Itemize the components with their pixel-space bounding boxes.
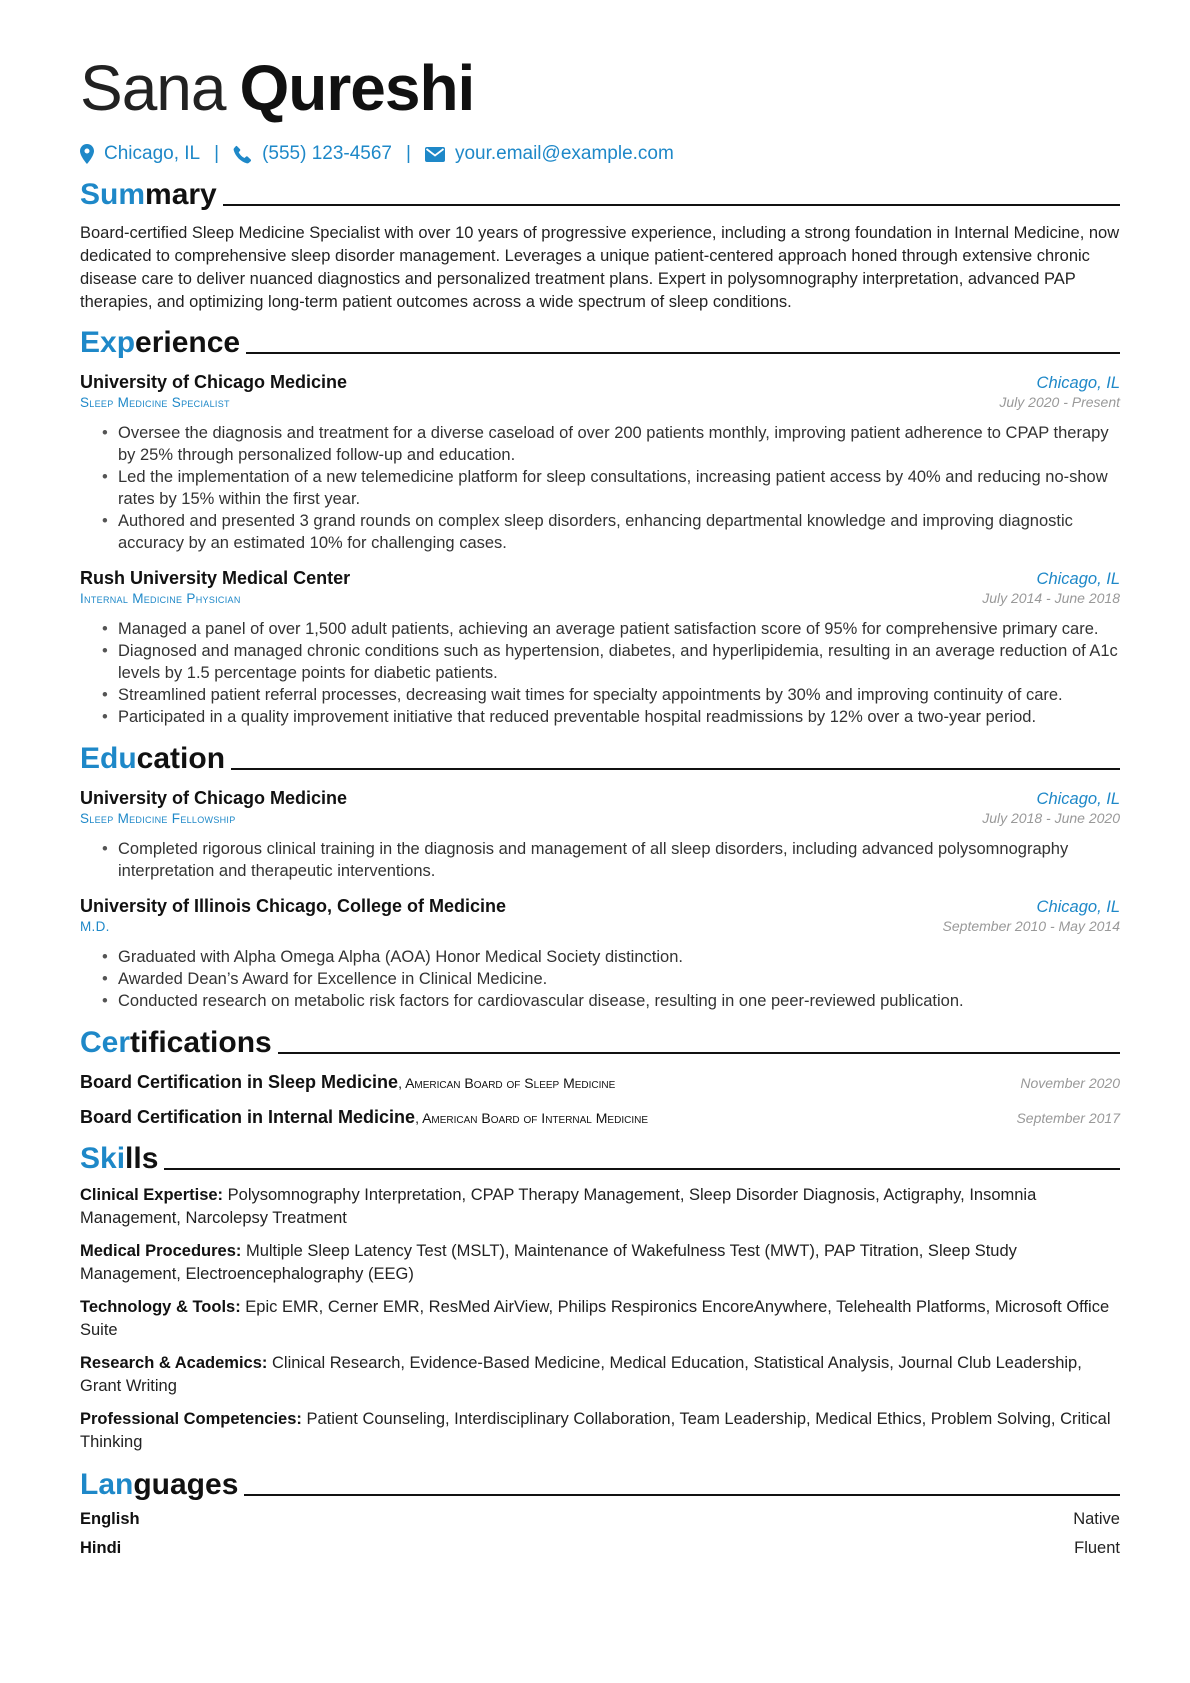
education-heading — [80, 738, 1120, 774]
section-rule — [231, 768, 1120, 770]
contact-email[interactable] — [425, 143, 674, 165]
first-name: Sana — [80, 52, 226, 124]
summary-text: Board-certified Sleep Medicine Specialist with over 10 years of progressive experience, including a strong foundation in Internal Medicine, now dedicated to comprehensive sleep disorder management. Leverages a unique patient-centered approach honed through extensive chronic disease care to deliver nuanced diagnostics and personalized treatment plans. Expert in polysomnography interpretation, advanced PAP therapies, and optimizing long-term patient outcomes across a wide spectrum of sleep conditions. — [80, 224, 1120, 311]
skill-group — [80, 1296, 1120, 1342]
cert-date: November 2020 — [1020, 1075, 1120, 1091]
section-rule — [278, 1052, 1120, 1054]
skill-text: Multiple Sleep Latency Test (MSLT), Maintenance of Wakefulness Test (MWT), PAP Titration, Sleep Study Management, Electroencephalography (EEG) — [80, 1242, 1017, 1283]
envelope-icon — [425, 147, 445, 162]
bullet-item: • Authored and presented 3 grand rounds on complex sleep disorders, enhancing departmental knowledge and improving diagnostic accuracy by an estimated 10% for challenging cases. — [102, 510, 1120, 554]
language-level: Fluent — [1074, 1539, 1120, 1557]
cert-issuer: , American Board of Sleep Medicine — [398, 1075, 616, 1091]
skill-text: Epic EMR, Cerner EMR, ResMed AirView, Philips Respironics EncoreAnywhere, Telehealth Platforms, Microsoft Office Suite — [80, 1298, 1110, 1339]
skill-label: Clinical Expertise: — [80, 1186, 224, 1204]
skill-group — [80, 1240, 1120, 1286]
skill-group — [80, 1184, 1120, 1230]
entry-date: September 2010 - May 2014 — [942, 918, 1120, 934]
entry-organization: University of Illinois Chicago, College of Medicine — [80, 896, 507, 916]
entry-role: Internal Medicine Physician — [80, 591, 241, 606]
entry-bullets — [80, 838, 1120, 882]
entry-organization: University of Chicago Medicine — [80, 372, 348, 392]
skills-heading — [80, 1138, 1120, 1174]
entry-role: M.D. — [80, 919, 110, 934]
entry-bullets — [80, 618, 1120, 728]
cert-name: Board Certification in Sleep Medicine — [80, 1072, 399, 1092]
entry-organization: Rush University Medical Center — [80, 568, 351, 588]
language-name: Hindi — [80, 1539, 122, 1557]
phone-icon — [233, 145, 252, 164]
last-name: Qureshi — [239, 52, 475, 124]
education-entry — [80, 896, 1120, 1012]
section-rule — [164, 1168, 1120, 1170]
contact-separator: | — [214, 143, 220, 164]
skill-text: Clinical Research, Evidence-Based Medicine, Medical Education, Statistical Analysis, Journal Club Leadership, Grant Writing — [80, 1354, 1082, 1395]
candidate-name — [80, 40, 1120, 124]
entry-role: Sleep Medicine Fellowship — [80, 811, 236, 826]
section-title: Skills — [80, 1142, 159, 1175]
entry-organization: University of Chicago Medicine — [80, 788, 348, 808]
section-title: Languages — [80, 1468, 239, 1501]
experience-entry — [80, 372, 1120, 554]
language-level: Native — [1073, 1510, 1120, 1528]
skill-text: Patient Counseling, Interdisciplinary Collaboration, Team Leadership, Medical Ethics, Problem Solving, Critical Thinking — [80, 1410, 1111, 1451]
entry-location: Chicago, IL — [1036, 898, 1120, 916]
skill-label: Technology & Tools: — [80, 1298, 241, 1316]
certification-item — [80, 1107, 1120, 1128]
experience-entry — [80, 568, 1120, 728]
contact-location — [80, 143, 200, 165]
contact-separator: | — [406, 143, 411, 164]
skill-text: Polysomnography Interpretation, CPAP Therapy Management, Sleep Disorder Diagnosis, Actigraphy, Insomnia Management, Narcolepsy Treatment — [80, 1186, 1037, 1227]
bullet-item: • Completed rigorous clinical training in the diagnosis and management of all sleep disorders, including advanced polysomnography interpretation and therapeutic interventions. — [102, 838, 1120, 882]
summary-heading — [80, 174, 1120, 210]
entry-date: July 2018 - June 2020 — [982, 810, 1120, 826]
bullet-item: • Participated in a quality improvement initiative that reduced preventable hospital readmissions by 12% over a two-year period. — [102, 706, 1120, 728]
entry-location: Chicago, IL — [1036, 790, 1120, 808]
entry-bullets — [80, 422, 1120, 554]
cert-date: September 2017 — [1016, 1110, 1120, 1126]
skill-label: Professional Competencies: — [80, 1410, 302, 1428]
contact-phone[interactable] — [233, 143, 392, 165]
bullet-item: • Streamlined patient referral processes, decreasing wait times for specialty appointments by 30% and improving continuity of care. — [102, 684, 1120, 706]
skill-label: Medical Procedures: — [80, 1242, 242, 1260]
certifications-heading — [80, 1022, 1120, 1058]
section-rule — [223, 204, 1120, 206]
entry-location: Chicago, IL — [1036, 570, 1120, 588]
contact-bar — [80, 140, 1120, 168]
phone-text: (555) 123-4567 — [262, 143, 392, 164]
section-title: Summary — [80, 178, 217, 211]
language-item — [80, 1539, 1120, 1558]
bullet-item: • Graduated with Alpha Omega Alpha (AOA) Honor Medical Society distinction. — [102, 946, 1120, 968]
section-title: Experience — [80, 326, 241, 359]
languages-heading — [80, 1464, 1120, 1500]
section-rule — [244, 1494, 1120, 1496]
email-text: your.email@example.com — [454, 143, 674, 164]
bullet-item: • Diagnosed and managed chronic conditions such as hypertension, diabetes, and hyperlipidemia, resulting in an average reduction of A1c levels by 1.5 percentage points for diabetic patients. — [102, 640, 1120, 684]
section-rule — [246, 352, 1120, 354]
cert-issuer: , American Board of Internal Medicine — [415, 1110, 648, 1126]
entry-date: July 2020 - Present — [999, 394, 1120, 410]
entry-bullets — [80, 946, 1120, 1012]
map-pin-icon — [80, 144, 94, 164]
entry-role: Sleep Medicine Specialist — [80, 395, 230, 410]
language-name: English — [80, 1510, 140, 1528]
bullet-item: • Led the implementation of a new telemedicine platform for sleep consultations, increasing patient access by 40% and reducing no-show rates by 15% within the first year. — [102, 466, 1120, 510]
resume-page — [80, 40, 1120, 1558]
skill-label: Research & Academics: — [80, 1354, 268, 1372]
skill-group — [80, 1352, 1120, 1398]
bullet-item: • Awarded Dean’s Award for Excellence in Clinical Medicine. — [102, 968, 1120, 990]
section-title: Education — [80, 742, 226, 775]
certification-item — [80, 1072, 1120, 1093]
bullet-item: • Managed a panel of over 1,500 adult patients, achieving an average patient satisfaction score of 95% for comprehensive primary care. — [102, 618, 1120, 640]
skill-group — [80, 1408, 1120, 1454]
entry-date: July 2014 - June 2018 — [982, 590, 1120, 606]
cert-name: Board Certification in Internal Medicine — [80, 1107, 416, 1127]
entry-location: Chicago, IL — [1036, 374, 1120, 392]
bullet-item: • Conducted research on metabolic risk factors for cardiovascular disease, resulting in one peer-reviewed publication. — [102, 990, 1120, 1012]
experience-heading — [80, 322, 1120, 358]
education-entry — [80, 788, 1120, 882]
section-title: Certifications — [80, 1026, 272, 1059]
bullet-item: • Oversee the diagnosis and treatment for a diverse caseload of over 200 patients monthly, improving patient adherence to CPAP therapy by 25% through personalized follow-up and education. — [102, 422, 1120, 466]
location-text: Chicago, IL — [104, 143, 201, 164]
language-item — [80, 1510, 1120, 1529]
